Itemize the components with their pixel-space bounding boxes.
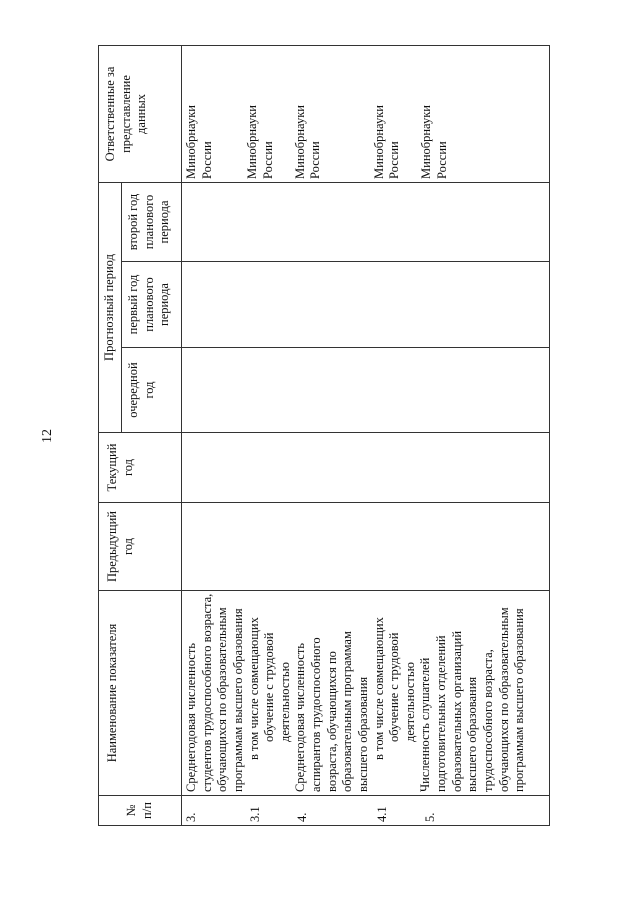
cell-current-year [182,433,550,503]
responsible-row-3-1: Минобрнауки России [245,105,275,179]
header-num: № п/п [99,796,182,826]
row-numbers: 3. 3.1 4. 4.1 5. [182,796,550,826]
indicators-table [98,45,550,826]
header-name: Наименование показателя [99,591,182,796]
cell-second-plan-year [182,182,550,261]
responsible-row-4: Минобрнауки России [292,105,323,179]
header-forecast: Прогнозный период [99,182,122,432]
page-number: 12 [40,429,55,443]
cell-next-year [182,348,550,433]
name-row-4-1: в том числе совмещающих обучение с трудовой деятельностью [371,617,417,760]
header-second-plan-year: второй год планового периода [122,182,182,261]
header-current-year: Текущий год [99,433,182,503]
rotated-table-container [98,46,550,826]
header-first-plan-year: первый год планового периода [122,262,182,348]
header-responsible: Ответственные за представление данных [99,45,182,182]
name-row-4: Среднегодовая численность аспирантов трудоспособного возраста, обучающихся по образовательным программам высшего образования [293,631,370,792]
responsible-row-3: Минобрнауки России [184,105,214,179]
cell-prev-year [182,503,550,591]
row-responsible [182,45,550,182]
table-row [182,45,550,825]
responsible-row-5: Минобрнауки России [419,105,449,179]
cell-first-plan-year [182,262,550,348]
header-next-year: очередной год [122,348,182,433]
name-row-3: Среднегодовая численность студентов трудоспособного возраста, обучающихся по образовательным программам высшего образования [184,593,245,792]
row-names [182,591,550,796]
responsible-row-4-1: Минобрнауки России [371,105,402,179]
name-row-3-1: в том числе совмещающих обучение с трудовой деятельностью [246,617,292,760]
header-prev-year: Предыдущий год [99,503,182,591]
name-row-5: Численность слушателей подготовительных отделений образовательных организаций высшего образования трудоспособного возраста, обучающихся по образовательным программам высшего образования [418,607,527,792]
